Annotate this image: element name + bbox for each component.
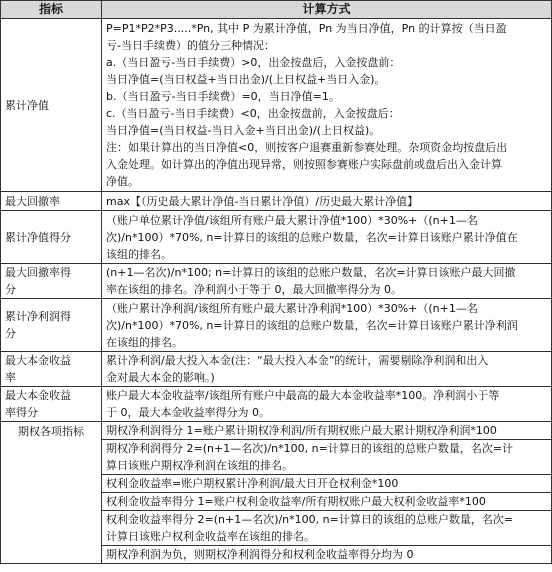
row-body-options-negative-note: 期权净利润为负，则期权净利润得分和权利金收益率得分均为 0 <box>102 546 552 564</box>
row-body-options-profit-score-1: 期权净利润得分 1=账户累计期权净利润/所有期权账户最大累计期权净利润*100 <box>102 422 552 440</box>
row-body-max-return-score <box>102 387 552 422</box>
text-line: （账户累计净利润/该组所有账户最大累计净利润*100）*30%+（(n+1—名 <box>106 301 478 315</box>
row-label-max-return <box>1 352 102 387</box>
text-line: b.（当日盈亏-当日手续费）=0，当日净值=1。 <box>106 90 340 103</box>
text-line: 净值。 <box>106 175 139 188</box>
row-label-cum-profit-score <box>1 299 102 352</box>
table-row <box>1 19 552 192</box>
text-line: 次)/n*100）*70%, n=计算日的该组的总账户数量，名次=计算日该账户累计净利润 <box>106 318 518 332</box>
row-body-max-drawdown: max【（历史最大累计净值-当日累计净值）/历史最大累计净值】 <box>102 192 552 211</box>
text-line: 账户最大本金收益率/该组所有账户中最高的最大本金收益率*100。净利润小于等 <box>106 389 500 402</box>
header-calculation: 计算方式 <box>102 1 552 19</box>
label-line: 分 <box>5 283 16 296</box>
row-body-cum-nav-score <box>102 211 552 264</box>
text-line: 次)/n*100）*70%, n=计算日的该组的总账户数量，名次=计算日该账户累计净值在 <box>106 230 518 244</box>
row-body-options-premium-score-1: 权利金收益率得分 1=账户权利金收益率/所有期权账户最大权利金收益率*100 <box>102 493 552 511</box>
row-body-options-premium-score-2 <box>102 511 552 546</box>
label-line: 分 <box>5 327 16 340</box>
label-line: 最大本金收益 <box>5 389 71 402</box>
text-line: 亏-当日手续费）的值分三种情况： <box>106 39 275 52</box>
text-line: （账户单位累计净值/该组所有账户最大累计净值*100）*30%+（(n+1—名 <box>106 213 478 227</box>
table-row <box>1 422 552 440</box>
text-line: 计算日该账户权利金收益率在该组的排名。 <box>106 530 315 543</box>
text-line: 累计净利润/最大投入本金(注：“最大投入本金”的统计，需要剔除净利润和出入 <box>106 354 489 367</box>
row-label-options: 期权各项指标 <box>1 422 102 564</box>
text-line: 该组的排名。 <box>106 247 172 261</box>
label-line: 累计净利润得 <box>5 310 71 323</box>
label-line: 率得分 <box>5 406 38 419</box>
text-line: 期权净利润得分 2=(n+1—名次)/n*100, n=计算日的该组的总账户数量，名次=计 <box>106 442 514 455</box>
row-label-cum-nav-score: 累计净值得分 <box>1 211 102 264</box>
row-label-max-return-score <box>1 387 102 422</box>
text-line: 当日净值=(当日权益+当日出金)/(上日权益+当日入金)。 <box>106 73 386 86</box>
table-row <box>1 387 552 422</box>
table-row <box>1 192 552 211</box>
table-row <box>1 299 552 352</box>
text-line: a.（当日盈亏-当日手续费）>0，出金按盘后，入金按盘前： <box>106 56 401 69</box>
text-line: 权利金收益率得分 2=(n+1—名次)/n*100, n=计算日的该组的总账户数量，名次= <box>106 513 514 526</box>
text-line: 在该组的排名。 <box>106 335 183 349</box>
row-label-max-drawdown: 最大回撤率 <box>1 192 102 211</box>
row-label-cum-nav: 累计净值 <box>1 19 102 192</box>
table-row <box>1 211 552 264</box>
text-line: P=P1*P2*P3.....*Pn, 其中 P 为累计净值，Pn 为当日净值，Pn 的计算按（当日盈 <box>106 22 507 35</box>
text-line: 率在该组的排名。净利润小于等于 0，最大回撤率得分为 0。 <box>106 283 402 296</box>
text-line: 入金处理。如计算出的净值出现异常，则按照参赛账户实际盘前或盘后出入金计算 <box>106 158 502 171</box>
text-line: (n+1—名次)/n*100; n=计算日的该组的总账户数量，名次=计算日该账户最大回撤 <box>106 266 516 279</box>
label-line: 最大回撤率得 <box>5 266 71 279</box>
table-row <box>1 264 552 299</box>
text-line: 算日该账户期权净利润在该组的排名。 <box>106 459 293 472</box>
table-row <box>1 352 552 387</box>
row-body-max-drawdown-score <box>102 264 552 299</box>
text-line: 当日净值=(当日权益-当日入金+当日出金)/(上日权益)。 <box>106 124 381 137</box>
row-body-cum-nav <box>102 19 552 192</box>
row-body-max-return <box>102 352 552 387</box>
text-line: 于 0，最大本金收益率得分为 0。 <box>106 406 270 419</box>
row-body-cum-profit-score <box>102 299 552 352</box>
label-line: 率 <box>5 371 16 384</box>
row-label-max-drawdown-score <box>1 264 102 299</box>
row-body-options-profit-score-2 <box>102 440 552 475</box>
text-line: 金对最大本金的影响。) <box>106 371 215 384</box>
label-line: 最大本金收益 <box>5 354 71 367</box>
text-line: c.（当日盈亏-当日手续费）<0，出金按盘前，入金按盘后： <box>106 107 400 120</box>
table-header-row <box>1 1 552 19</box>
text-line: 注：如果计算出的当日净值<0，则按客户退赛重新参赛处理。杂项资金均按盘后出 <box>106 141 508 154</box>
row-body-options-premium-return: 权利金收益率=账户期权累计净利润/最大日开仓权利金*100 <box>102 475 552 493</box>
header-indicator: 指标 <box>1 1 102 19</box>
